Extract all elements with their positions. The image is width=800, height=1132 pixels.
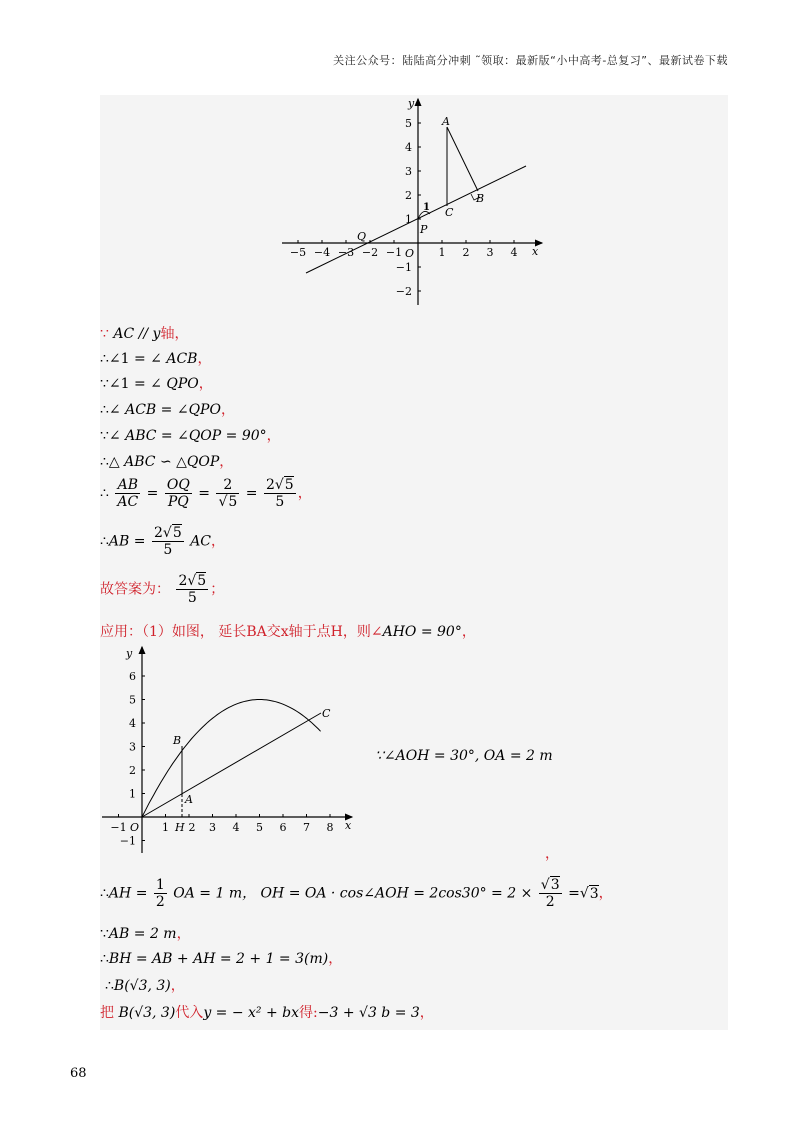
line-1: ∵ AC // y轴， — [100, 326, 189, 342]
tick-label: 2 — [462, 246, 470, 259]
tick-label: −1 — [385, 246, 403, 259]
label-y-2: y — [126, 647, 133, 660]
label-a: A — [442, 115, 450, 128]
tick-label: 8 — [326, 821, 334, 834]
label-c-2: C — [322, 707, 331, 720]
tick-label: 5 — [405, 117, 412, 130]
tick-label: 3 — [209, 821, 216, 834]
line-3: ∵∠1 = ∠ QPO， — [100, 376, 213, 392]
tick-label: −2 — [361, 246, 379, 259]
tick-label: −1 — [395, 261, 412, 274]
label-y: y — [408, 97, 415, 110]
tick-label: −2 — [395, 285, 412, 298]
tick-label: 1 — [405, 213, 412, 226]
tick-label: 4 — [129, 717, 136, 730]
tick-label: 3 — [405, 165, 412, 178]
tick-label: 5 — [129, 693, 136, 707]
tick-label: −5 — [289, 246, 307, 259]
page-number: 68 — [70, 1066, 87, 1081]
page-header: 关注公众号：陆陆高分冲刺 ˜领取：最新版“小中高考-总复习”、最新试卷下载 — [333, 54, 728, 67]
tick-label: 5 — [256, 821, 263, 834]
label-a-2: A — [185, 793, 193, 806]
line-13: ∵AB = 2 m， — [100, 926, 191, 942]
line-14: ∴BH = AB + AH = 2 + 1 = 3(m)， — [100, 951, 343, 967]
content-panel — [100, 95, 728, 1030]
tick-label: 2 — [405, 189, 412, 202]
label-c: C — [445, 206, 454, 219]
tick-label: 4 — [405, 141, 412, 154]
line-11-comma: ， — [545, 846, 559, 862]
line-11: ∵∠AOH = 30°, OA = 2 m — [375, 748, 553, 764]
label-p: P — [420, 223, 428, 236]
line-10: 应用：（1）如图， 延长BA交x轴于点H，则∠AHO = 90°， — [100, 624, 476, 640]
figure-1-coordinate-plot — [280, 95, 550, 310]
label-o-2: O — [130, 821, 140, 834]
label-q: Q — [357, 230, 367, 243]
tick-label: 4 — [510, 246, 518, 259]
line-12: ∴AH = $\frac{1}{2}$ OA = 1 m， OH = OA · cos∠AOH = 2cos30° = 2 × $\frac{√3}{2}$ =√3， — [100, 877, 613, 910]
label-h-2: H — [175, 821, 185, 834]
tick-label: 3 — [486, 246, 494, 259]
tick-label: 1 — [129, 787, 136, 801]
label-angle-1: 1 — [423, 202, 430, 213]
label-o: O — [405, 247, 415, 260]
tick-label: 4 — [232, 821, 240, 834]
label-b: B — [476, 192, 485, 205]
tick-label: −1 — [119, 834, 136, 848]
parabola-curve — [142, 700, 321, 818]
tick-label: −3 — [337, 246, 355, 259]
tick-label: 6 — [129, 670, 136, 683]
tick-label: −4 — [313, 246, 331, 259]
segment-oc — [142, 713, 321, 817]
line-8: ∴AB = $\frac{2√5}{5}$ AC， — [100, 525, 226, 558]
line-9-answer: 故答案为： $\frac{2√5}{5}$ ； — [100, 573, 225, 606]
tick-label: 1 — [162, 821, 169, 834]
label-x: x — [532, 245, 539, 258]
line-4: ∴∠ ACB = ∠QPO， — [100, 402, 235, 418]
tick-label: 1 — [438, 246, 446, 259]
tick-label: 3 — [129, 740, 136, 754]
line-16: 把 B(√3, 3)代入y = − x² + bx得:−3 + √3 b = 3， — [100, 1005, 434, 1021]
line-7-proportion: ∴ $\frac{AB}{AC}$ = $\frac{OQ}{PQ}$ = $\frac{2}{√5}$ = $\frac{2√5}{5}$ ， — [100, 477, 312, 510]
tick-label: 6 — [279, 821, 287, 834]
segment-ab — [447, 127, 478, 191]
tick-label: 2 — [188, 821, 196, 834]
line-5: ∵∠ ABC = ∠QOP = 90°， — [100, 428, 281, 444]
tick-label: −1 — [110, 821, 127, 834]
tick-label: 2 — [129, 764, 136, 777]
line-2: ∴∠1 = ∠ ACB， — [100, 351, 212, 367]
tick-label: 7 — [303, 821, 310, 834]
line-6: ∴△ ABC ∽ △QOP， — [100, 454, 234, 470]
figure-2-parabola-plot — [100, 645, 360, 855]
line-15: ∴B(√3, 3)， — [105, 978, 185, 994]
label-x-2: x — [345, 819, 352, 832]
label-b-2: B — [173, 734, 182, 747]
